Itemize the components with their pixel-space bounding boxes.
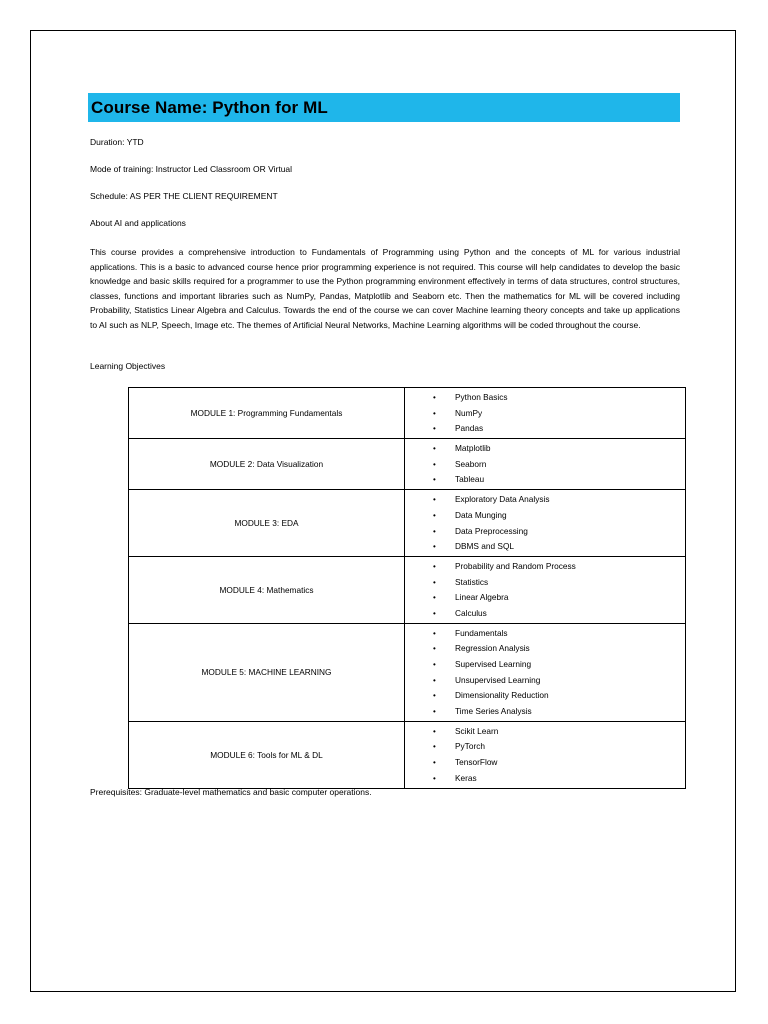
about-heading: About AI and applications	[90, 218, 186, 228]
topic-label: Python Basics	[455, 392, 508, 402]
topic-item	[405, 771, 685, 787]
modules-table	[128, 387, 686, 789]
bullet-icon: •	[433, 644, 436, 654]
topic-item	[405, 739, 685, 755]
topic-label: Data Preprocessing	[455, 525, 528, 536]
duration-line: Duration: YTD	[90, 137, 144, 147]
prerequisites-line: Prerequisites: Graduate-level mathematics and basic computer operations.	[90, 787, 372, 797]
topic-item	[405, 559, 685, 575]
module-row	[129, 556, 686, 623]
mode-of-training-line: Mode of training: Instructor Led Classroom OR Virtual	[90, 164, 293, 174]
topic-label: Supervised Learning	[455, 659, 532, 669]
topic-label: Scikit Learn	[455, 725, 499, 736]
topic-label: TensorFlow	[455, 757, 498, 768]
module-row	[129, 721, 686, 788]
bullet-icon: •	[433, 628, 436, 638]
bullet-icon: •	[433, 475, 436, 485]
module-name-cell: MODULE 6: Tools for ML & DL	[129, 721, 405, 788]
topic-list	[405, 626, 685, 720]
topic-item	[405, 472, 685, 488]
course-title: Course Name: Python for ML	[91, 98, 328, 117]
bullet-icon: •	[433, 726, 436, 736]
topic-label: NumPy	[455, 407, 483, 418]
bullet-icon: •	[433, 408, 436, 418]
module-topics-cell	[405, 623, 686, 721]
topic-item	[405, 704, 685, 720]
bullet-icon: •	[433, 542, 436, 552]
module-name-cell: MODULE 2: Data Visualization	[129, 439, 405, 490]
topic-list	[405, 441, 685, 488]
bullet-icon: •	[433, 707, 436, 717]
learning-objectives-heading: Learning Objectives	[90, 361, 166, 371]
topic-item	[405, 626, 685, 642]
topic-label: Linear Algebra	[455, 592, 509, 603]
course-description: This course provides a comprehensive introduction to Fundamentals of Programming using Python and the concepts of ML for various industrial applications. This is a basic to advanced course hence prior programming experience is not required. This course will help candidates to develop the basic knowledge and basic skills required for a programmer to use the Python programming environment effectively in terms of data structures, control structures, classes, functions and important libraries such as NumPy, Pandas, Matplotlib and Seaborn etc. Then the mathematics for ML will be covered including Probability, Statistics Linear Algebra and Calculus. Towards the end of the course we can cover Machine learning theory concepts and take up applications to AI such as NLP, Speech, Image etc. The themes of Artificial Neural Networks, Machine Learning algorithms will be coded throughout the course.	[90, 247, 680, 330]
bullet-icon: •	[433, 758, 436, 768]
bullet-icon: •	[433, 510, 436, 520]
module-row	[129, 623, 686, 721]
bullet-icon: •	[433, 691, 436, 701]
topic-item	[405, 390, 685, 406]
module-name-cell: MODULE 4: Mathematics	[129, 556, 405, 623]
topic-label: Exploratory Data Analysis	[455, 494, 550, 505]
bullet-icon: •	[433, 424, 436, 434]
topic-item	[405, 755, 685, 771]
topic-item	[405, 657, 685, 673]
schedule-line: Schedule: AS PER THE CLIENT REQUIREMENT	[90, 191, 278, 201]
topic-label: Time Series Analysis	[455, 706, 532, 717]
topic-list	[405, 390, 685, 437]
topic-item	[405, 641, 685, 657]
topic-label: Pandas	[455, 423, 484, 434]
bullet-icon: •	[433, 660, 436, 669]
topic-item	[405, 606, 685, 622]
topic-label: Calculus	[455, 607, 487, 618]
bullet-icon: •	[433, 577, 436, 587]
topic-item	[405, 441, 685, 457]
topic-item	[405, 539, 685, 555]
bullet-icon: •	[433, 742, 436, 752]
topic-label: Seaborn	[455, 458, 487, 469]
bullet-icon: •	[433, 526, 436, 536]
topic-label: Unsupervised Learning	[455, 674, 541, 685]
topic-item	[405, 508, 685, 524]
topic-item	[405, 492, 685, 508]
topic-label: PyTorch	[455, 741, 485, 752]
topic-list	[405, 492, 685, 555]
bullet-icon: •	[433, 459, 436, 469]
course-title-bar	[88, 93, 680, 122]
bullet-icon: •	[433, 561, 436, 571]
topic-label: Tableau	[455, 474, 485, 485]
module-topics-cell	[405, 388, 686, 439]
topic-label: Probability and Random Process	[455, 560, 576, 571]
topic-label: Matplotlib	[455, 443, 491, 454]
topic-item	[405, 575, 685, 591]
bullet-icon: •	[433, 444, 436, 454]
topic-label: DBMS and SQL	[455, 541, 515, 552]
module-name-cell: MODULE 3: EDA	[129, 490, 405, 557]
module-topics-cell	[405, 490, 686, 557]
topic-list	[405, 724, 685, 787]
bullet-icon: •	[433, 495, 436, 505]
topic-label: Dimensionality Reduction	[455, 690, 549, 701]
topic-item	[405, 524, 685, 540]
module-name-cell: MODULE 5: MACHINE LEARNING	[129, 623, 405, 721]
topic-item	[405, 421, 685, 437]
topic-item	[405, 457, 685, 473]
topic-list	[405, 559, 685, 622]
bullet-icon: •	[433, 773, 436, 783]
topic-label: Regression Analysis	[455, 643, 530, 654]
topic-item	[405, 406, 685, 422]
bullet-icon: •	[433, 593, 436, 603]
module-topics-cell	[405, 556, 686, 623]
module-topics-cell	[405, 439, 686, 490]
topic-item	[405, 688, 685, 704]
module-row	[129, 439, 686, 490]
module-topics-cell	[405, 721, 686, 788]
module-name-cell: MODULE 1: Programming Fundamentals	[129, 388, 405, 439]
topic-item	[405, 673, 685, 689]
topic-label: Keras	[455, 772, 477, 783]
topic-item	[405, 724, 685, 740]
module-row	[129, 388, 686, 439]
topic-label: Statistics	[455, 576, 489, 587]
module-row	[129, 490, 686, 557]
topic-item	[405, 590, 685, 606]
bullet-icon: •	[433, 608, 436, 618]
topic-label: Fundamentals	[455, 627, 508, 638]
topic-label: Data Munging	[455, 509, 507, 520]
bullet-icon: •	[433, 675, 436, 685]
bullet-icon: •	[433, 393, 436, 402]
